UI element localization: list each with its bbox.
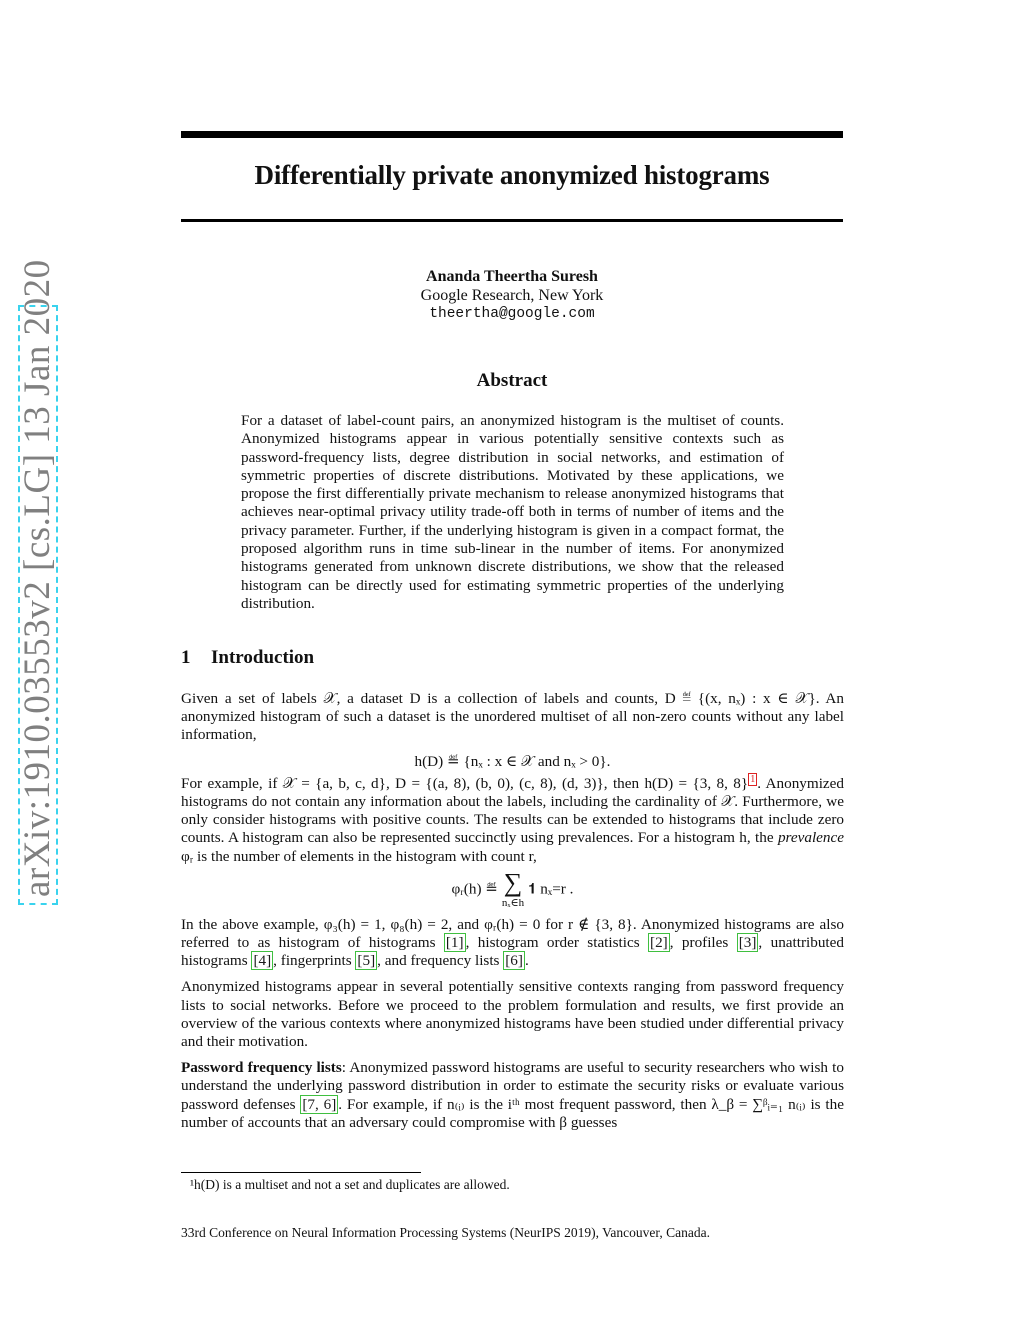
paragraph-3	[181, 916, 844, 971]
summation-subscript: nₓ∈h	[501, 896, 525, 909]
author-block	[181, 267, 843, 324]
section-number: 1	[181, 647, 191, 668]
equation-1: h(D) ≝ {nₓ : x ∈ 𝒳 and nₓ > 0}.	[414, 752, 611, 770]
paragraph-2	[181, 775, 844, 866]
abstract-text: For a dataset of label-count pairs, an anonymized histogram is the multiset of counts. Anonymized histograms appear in various potentially sensitive contexts such as password-frequency lists, degree distribution in social networks, and estimation of symmetric properties of discrete distributions. Motivated by these applications, we propose the first differentially private mechanism to release anonymized histograms that achieves near-optimal privacy utility trade-off both in terms of number of items and the privacy parameter. Further, if the underlying histogram is given in a compact format, the proposed algorithm runs in time sub-linear in the number of items. For anonymized histograms generated from unknown discrete distributions, we show that the released histogram can be directly used for estimating symmetric properties of the underlying distribution.	[241, 412, 784, 612]
password-lists-heading: Password frequency lists	[181, 1059, 342, 1077]
title-bottom-rule	[181, 219, 843, 222]
paragraph-5-text-b: . For example, if n₍ᵢ₎ is the iᵗʰ most frequent password, then λ_β = ∑ᵝᵢ₌₁ n₍ᵢ₎ is the number of accounts that an adversary could compromise with β guesses	[181, 1095, 844, 1131]
equation-2-rhs: 𝟏 nₓ=r .	[527, 880, 574, 898]
footnote-rule	[181, 1172, 421, 1173]
prevalence-term: prevalence	[777, 829, 844, 847]
author-name: Ananda Theertha Suresh	[426, 268, 598, 285]
paragraph-4: Anonymized histograms appear in several potentially sensitive contexts ranging from password frequency lists to social networks. Before we proceed to the problem formulation and results, we first provide an overview of the various contexts where anonymized histograms have been studied under differential privacy and their motivation.	[181, 978, 844, 1051]
equation-2-lhs: φᵣ(h) ≝	[451, 880, 499, 898]
conference-note: 33rd Conference on Neural Information Processing Systems (NeurIPS 2019), Vancouver, Canada.	[181, 1225, 710, 1240]
body-text	[181, 690, 844, 1140]
author-affiliation: Google Research, New York	[420, 287, 604, 304]
section-heading	[181, 647, 314, 669]
paragraph-2-text-b: . Anonymized histograms do not contain any information about the labels, including the cardinality of 𝒳. Furthermore, we only consider histograms with positive counts. The results can be extended to histograms that include zero counts. A histogram can also be represented succinctly using prevalences. For a histogram h, the	[181, 774, 844, 847]
paragraph-3-text-a: In the above example, φ₃(h) = 1, φ₈(h) = 2, and φᵣ(h) = 0 for r ∉ {3, 8}. Anonymized histograms are also referred to as histogram of histograms	[181, 915, 844, 952]
citation-7-6[interactable]: [7, 6]	[302, 1095, 337, 1113]
author-email[interactable]: theertha@google.com	[429, 306, 595, 322]
paper-title: Differentially private anonymized histograms	[254, 160, 770, 190]
summation	[501, 867, 525, 910]
paragraph-1	[181, 690, 844, 745]
paragraph-3-text-b: , histogram order statistics	[465, 934, 649, 952]
arxiv-stamp: arXiv:1910.03553v2 [cs.LG] 13 Jan 2020	[18, 305, 58, 905]
title-top-rule	[181, 131, 843, 138]
paragraph-3-text-g: .	[524, 952, 529, 970]
paragraph-2-text-a: For example, if 𝒳 = {a, b, c, d}, D = {(a, 8), (b, 0), (c, 8), (d, 3)}, then h(D) = {3, 8, 8}	[181, 774, 749, 792]
footnote: ¹h(D) is a multiset and not a set and duplicates are allowed.	[190, 1177, 510, 1192]
paragraph-3-text-c: , profiles	[669, 934, 737, 952]
paragraph-2-text-c: φᵣ is the number of elements in the histogram with count r,	[181, 847, 537, 865]
citation-2[interactable]: [2]	[650, 934, 668, 952]
citation-5[interactable]: [5]	[357, 952, 376, 970]
citation-3[interactable]: [3]	[738, 934, 757, 952]
paragraph-3-text-e: , fingerprints	[273, 952, 356, 970]
footnote-marker[interactable]: 1	[750, 773, 756, 785]
citation-4[interactable]: [4]	[253, 952, 272, 970]
equation-2	[181, 867, 844, 910]
citation-6[interactable]: [6]	[505, 952, 523, 970]
citation-1[interactable]: [1]	[445, 934, 464, 952]
paragraph-5	[181, 1059, 844, 1132]
section-title: Introduction	[211, 647, 315, 668]
paragraph-3-text-f: , and frequency lists	[377, 952, 504, 970]
paragraph-3-text-d: , unattributed histograms	[181, 934, 844, 970]
paragraph-5-text-a: : Anonymized password histograms are useful to security researchers who wish to understand the underlying password distribution in order to estimate the security risks or evaluate various password defenses	[181, 1059, 844, 1113]
abstract-heading: Abstract	[476, 370, 548, 391]
paragraph-1-text: Given a set of labels 𝒳, a dataset D is a collection of labels and counts, D ≝ {(x, nₓ) : x ∈ 𝒳}. An anonymized histogram of such a dataset is the unordered multiset of all non-zero counts without any label information,	[181, 690, 844, 744]
sigma-symbol: ∑	[503, 867, 523, 897]
